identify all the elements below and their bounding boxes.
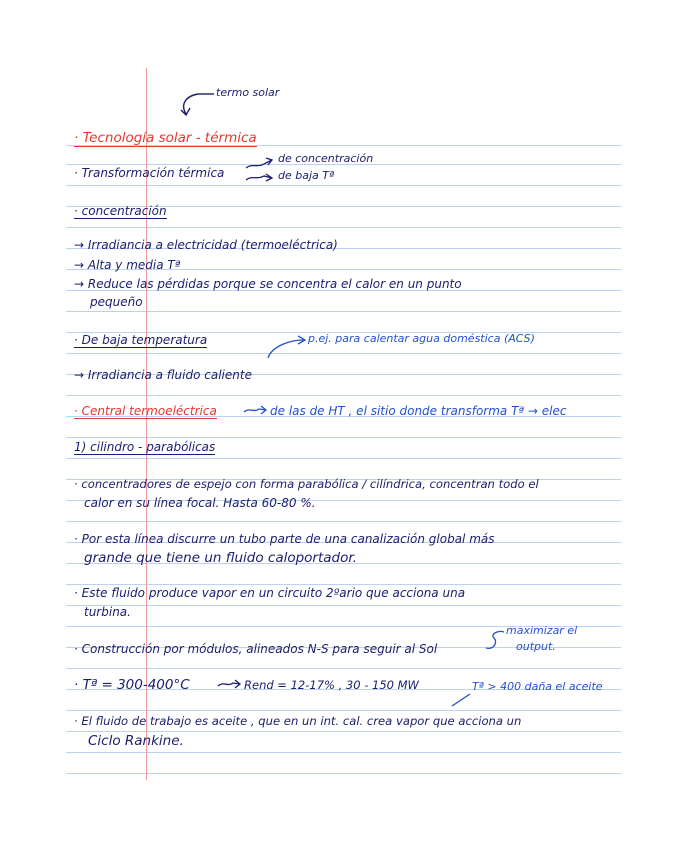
low-temp-item: → Irradiancia a fluido caliente (74, 368, 252, 382)
top-annotation: termo solar (216, 86, 280, 99)
p4-note-1: maximizar el (506, 624, 578, 637)
low-temp-note: p.ej. para calentar agua doméstica (ACS) (308, 332, 535, 345)
central-desc: de las de HT , el sitio donde transforma Tª → elec (270, 404, 567, 418)
p5-rend: Rend = 12-17% , 30 - 150 MW (244, 678, 419, 692)
conc-item-3-line1: → Reduce las pérdidas porque se concentra el calor en un punto (74, 277, 462, 291)
p3-line1: · Este fluido produce vapor en un circuito 2ºario que acciona una (74, 586, 466, 600)
transformation-branch-2: de baja Tª (278, 169, 335, 182)
concentration-heading: · concentración (74, 204, 167, 218)
p3-line2: turbina. (84, 605, 131, 619)
p6-line2: Ciclo Rankine. (88, 733, 184, 749)
transformation-label: · Transformación térmica (74, 166, 225, 180)
p4-note-2: output. (516, 640, 556, 653)
conc-item-3-line2: pequeño (90, 295, 143, 309)
p2-line2: grande que tiene un fluido caloportador. (84, 550, 357, 566)
p5-note: Tª > 400 daña el aceite (472, 680, 603, 693)
p6-line1: · El fluido de trabajo es aceite , que en un int. cal. crea vapor que acciona un (74, 714, 522, 728)
page-title: · Tecnología solar - térmica (74, 130, 257, 146)
p1-line2: calor en su línea focal. Hasta 60-80 %. (84, 496, 316, 510)
transformation-branch-1: de concentración (278, 152, 374, 165)
central-heading: · Central termoeléctrica (74, 404, 217, 418)
low-temp-heading: · De baja temperatura (74, 333, 208, 347)
cylinder-heading: 1) cilindro - parabólicas (74, 440, 216, 454)
p5-line: · Tª = 300-400°C (74, 677, 190, 693)
conc-item-1: → Irradiancia a electricidad (termoeléctrica) (74, 238, 338, 252)
conc-item-2: → Alta y media Tª (74, 258, 181, 272)
p1-line1: · concentradores de espejo con forma parabólica / cilíndrica, concentran todo el (74, 477, 539, 491)
p4-line1: · Construcción por módulos, alineados N-S para seguir al Sol (74, 642, 438, 656)
p2-line1: · Por esta línea discurre un tubo parte de una canalización global más (74, 532, 495, 546)
